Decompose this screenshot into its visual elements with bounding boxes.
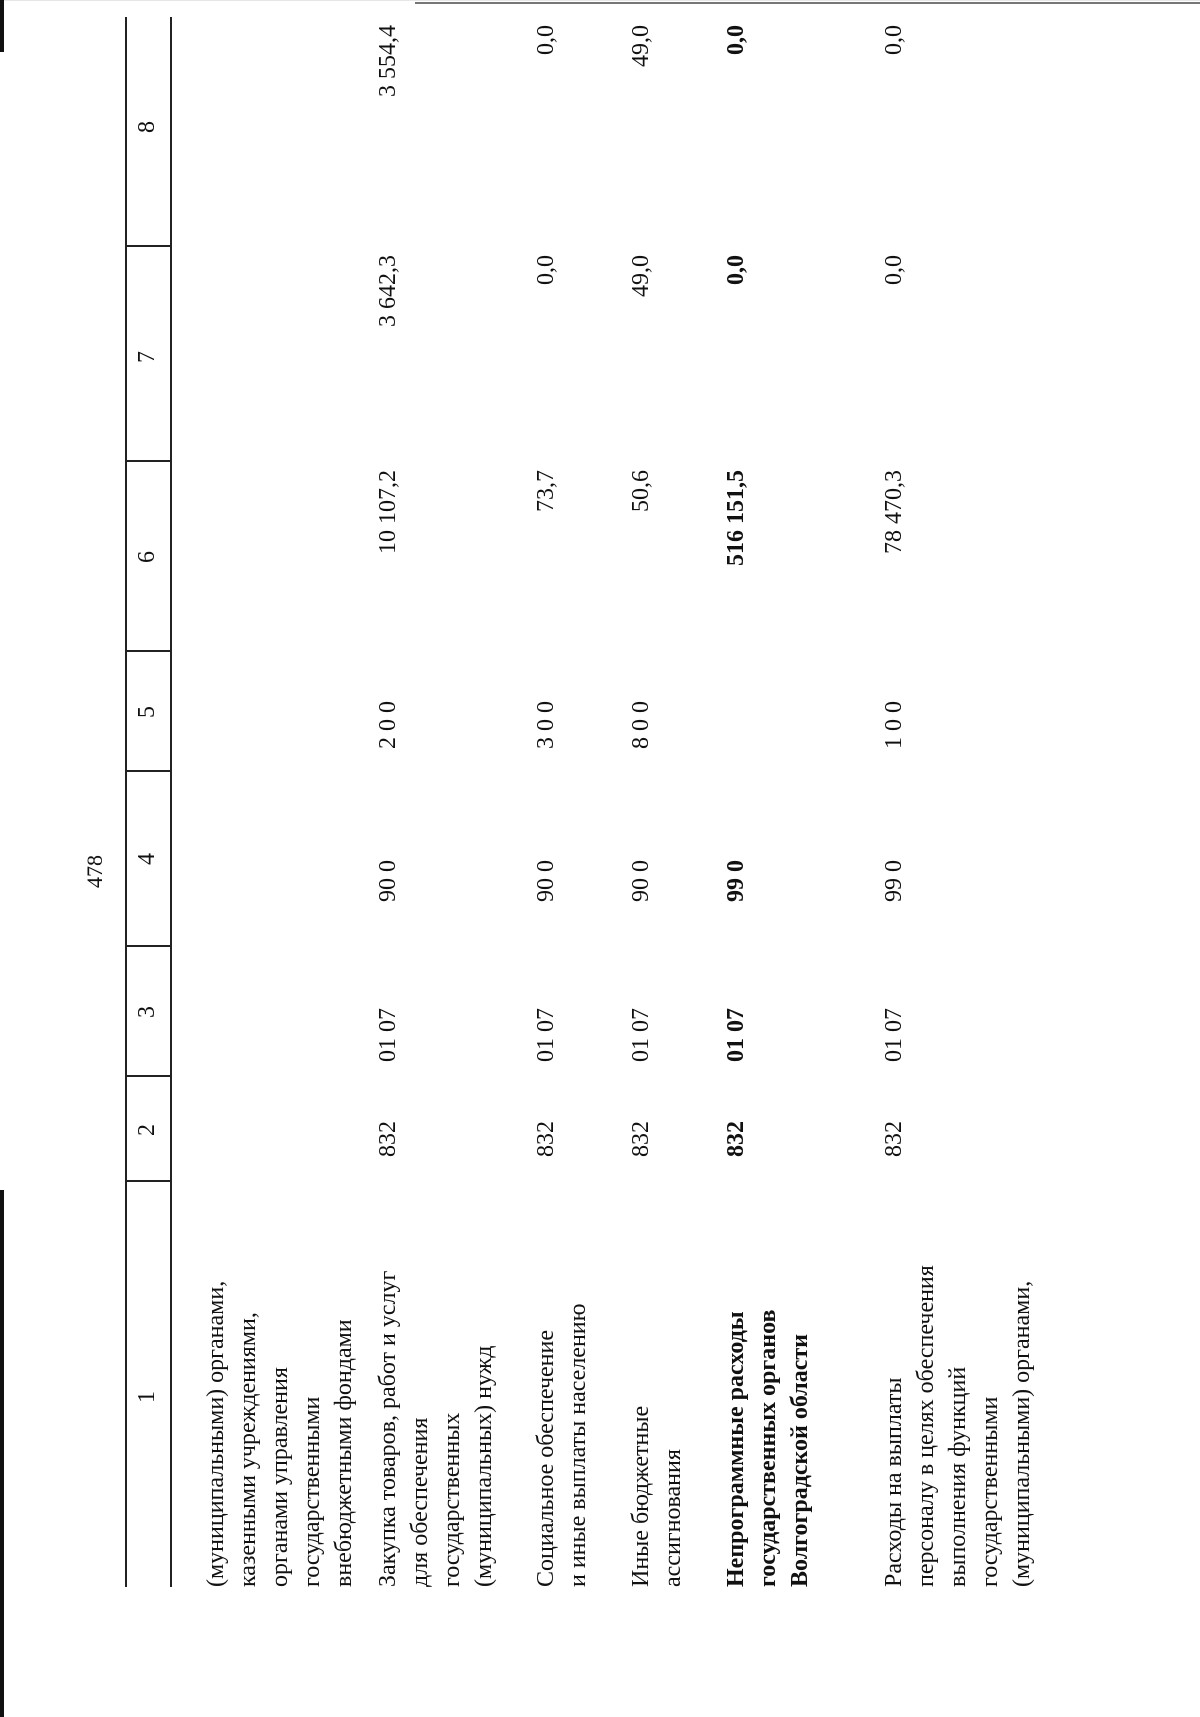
cell-c5: 1 0 0 bbox=[881, 701, 907, 749]
cell-c8: 0,0 bbox=[723, 25, 749, 55]
cell-c7: 0,0 bbox=[723, 255, 749, 285]
page-number: 478 bbox=[82, 855, 107, 888]
column-divider bbox=[125, 946, 170, 948]
column-header: 4 bbox=[134, 853, 160, 865]
column-header: 3 bbox=[134, 1006, 160, 1018]
column-divider bbox=[125, 1181, 170, 1183]
cell-c5: 8 0 0 bbox=[628, 701, 654, 749]
cell-c4: 90 0 bbox=[533, 860, 559, 902]
cell-c3: 01 07 bbox=[881, 1008, 907, 1062]
table-row-label: Социальное обеспечение и иные выплаты населению bbox=[533, 1303, 591, 1587]
cell-c3: 01 07 bbox=[533, 1008, 559, 1062]
column-header: 7 bbox=[134, 351, 160, 363]
table-row-label: (муниципальными) органами, казенными учреждениями, органами управления государственными внебюджетными фондами bbox=[203, 1280, 357, 1587]
column-header: 2 bbox=[134, 1124, 160, 1136]
cell-c2: 832 bbox=[723, 1121, 749, 1157]
column-divider bbox=[125, 771, 170, 773]
cell-c7: 0,0 bbox=[881, 255, 907, 285]
column-divider bbox=[125, 461, 170, 463]
column-header: 6 bbox=[134, 551, 160, 563]
cell-c7: 0,0 bbox=[533, 255, 559, 285]
column-header: 8 bbox=[134, 121, 160, 133]
table-header-bottom-rule bbox=[170, 17, 172, 1587]
cell-c6: 78 470,3 bbox=[881, 470, 907, 554]
cell-c6: 516 151,5 bbox=[723, 470, 749, 566]
cell-c4: 99 0 bbox=[881, 860, 907, 902]
table-header-top-rule bbox=[125, 17, 127, 1587]
column-divider bbox=[125, 246, 170, 248]
cell-c3: 01 07 bbox=[628, 1008, 654, 1062]
cell-c4: 90 0 bbox=[628, 860, 654, 902]
cell-c4: 99 0 bbox=[723, 860, 749, 902]
column-header: 1 bbox=[134, 1391, 160, 1403]
cell-c4: 90 0 bbox=[375, 860, 401, 902]
column-header: 5 bbox=[134, 706, 160, 718]
cell-c7: 49,0 bbox=[628, 255, 654, 297]
cell-c2: 832 bbox=[375, 1121, 401, 1157]
cell-c8: 0,0 bbox=[533, 25, 559, 55]
cell-c3: 01 07 bbox=[375, 1008, 401, 1062]
cell-c3: 01 07 bbox=[723, 1008, 749, 1062]
cell-c6: 73,7 bbox=[533, 470, 559, 512]
column-divider bbox=[125, 1076, 170, 1078]
cell-c8: 49,0 bbox=[628, 25, 654, 67]
table-row-label: Непрограммные расходы государственных органов Волгоградской области bbox=[723, 1309, 813, 1587]
cell-c5: 3 0 0 bbox=[533, 701, 559, 749]
cell-c7: 3 642,3 bbox=[375, 255, 401, 327]
cell-c6: 50,6 bbox=[628, 470, 654, 512]
cell-c6: 10 107,2 bbox=[375, 470, 401, 554]
table-row-label: Иные бюджетные ассигнования bbox=[628, 1405, 686, 1587]
cell-c8: 3 554,4 bbox=[375, 25, 401, 97]
table-row-label: Закупка товаров, работ и услуг для обеспечения государственных (муниципальных) нужд bbox=[375, 1270, 497, 1587]
table-row-label: Расходы на выплаты персоналу в целях обеспечения выполнения функций государственными (муниципальными) органами, bbox=[881, 1265, 1035, 1587]
cell-c2: 832 bbox=[881, 1121, 907, 1157]
column-divider bbox=[125, 651, 170, 653]
cell-c2: 832 bbox=[628, 1121, 654, 1157]
cell-c2: 832 bbox=[533, 1121, 559, 1157]
cell-c5: 2 0 0 bbox=[375, 701, 401, 749]
cell-c8: 0,0 bbox=[881, 25, 907, 55]
